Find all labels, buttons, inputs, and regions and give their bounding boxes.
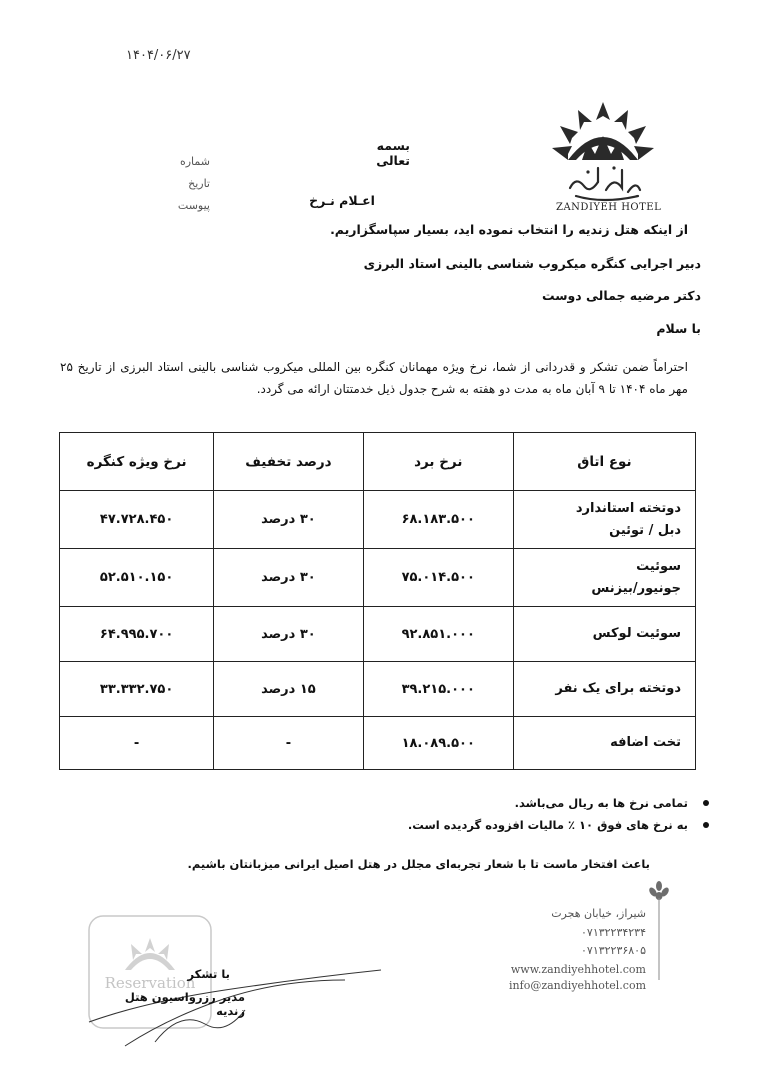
room-type-line: سوئیت <box>636 558 681 574</box>
header-rack-rate: نرخ برد <box>363 433 513 491</box>
special-rate-cell: - <box>60 717 214 770</box>
bullet-icon <box>703 822 709 828</box>
room-type-cell <box>513 491 695 549</box>
contact-website-link[interactable]: www.zandiyehhotel.com <box>510 963 646 976</box>
room-type-cell <box>513 662 695 717</box>
rack-rate-cell: ۶۸.۱۸۳.۵۰۰ <box>363 491 513 549</box>
special-rate-cell: ۵۲.۵۱۰.۱۵۰ <box>60 549 214 607</box>
discount-cell: ۳۰ درصد <box>214 491 363 549</box>
special-rate-cell: ۴۷.۷۲۸.۴۵۰ <box>60 491 214 549</box>
contact-phone-2: ۰۷۱۳۲۲۳۶۸۰۵ <box>581 944 646 957</box>
rack-rate-cell: ۱۸.۰۸۹.۵۰۰ <box>363 717 513 770</box>
closing-line: باعث افتخار ماست تا با شعار تجربه‌ای مجلل در هتل اصیل ایرانی میزبانتان باشیم. <box>187 857 650 871</box>
table-header-row <box>60 433 696 491</box>
table-row <box>60 491 696 549</box>
table-row <box>60 549 696 607</box>
discount-cell: - <box>214 717 363 770</box>
room-type-line: دوتخته استاندارد <box>575 500 681 516</box>
hotel-logo <box>548 96 658 216</box>
rack-rate-cell: ۳۹.۲۱۵.۰۰۰ <box>363 662 513 717</box>
room-type-line: دوتخته برای یک نفر <box>555 681 681 696</box>
signature-title: مدیر رزرواسیون هتل زندیه <box>124 990 245 1018</box>
stamp-text: Reservation <box>104 974 196 992</box>
greeting: با سلام <box>656 321 701 336</box>
note-text: به نرخ های فوق ۱۰ ٪ مالیات افزوده گردیده است. <box>407 818 688 832</box>
discount-cell: ۳۰ درصد <box>214 549 363 607</box>
contact-address: شیراز، خیابان هجرت <box>551 907 646 920</box>
header-discount: درصد تخفیف <box>214 433 363 491</box>
body-paragraph: احتراماً ضمن تشکر و قدردانی از شما، نرخ ویژه مهمانان کنگره بین المللی میکروب شناسی بالینی استاد البرزی از تاریخ ۲۵ مهر ماه ۱۴۰۴ تا ۹ آبان ماه به مدت دو هفته به شرح جدول ذیل خدمتتان ارائه می گردد. <box>60 360 688 396</box>
signature-thanks: با تشکر <box>187 967 230 981</box>
header-room-type: نوع اتاق <box>513 433 695 491</box>
table-row <box>60 717 696 770</box>
contact-phone-1: ۰۷۱۳۲۲۳۴۲۳۴ <box>581 926 646 939</box>
bullet-icon <box>703 800 709 806</box>
room-type-cell <box>513 549 695 607</box>
room-type-line: جونیور/بیزنس <box>591 580 681 596</box>
rates-table <box>59 432 696 770</box>
meta-number-label: شماره <box>179 155 210 168</box>
note-text: تمامی نرخ ها به ریال می‌باشد. <box>514 796 688 810</box>
room-type-cell <box>513 607 695 662</box>
rack-rate-cell: ۹۲.۸۵۱.۰۰۰ <box>363 607 513 662</box>
list-item <box>188 818 688 840</box>
meta-attachment-label: پیوست <box>177 199 210 212</box>
notes-list <box>188 796 688 840</box>
letter-date: ۱۴۰۴/۰۶/۲۷ <box>126 48 191 63</box>
letter-subject: اعـلام نـرخ <box>309 193 375 208</box>
bismillah: بسمه تعالی <box>376 138 410 168</box>
room-type-cell <box>513 717 695 770</box>
thanks-line: از اینکه هتل زندیه را انتخاب نموده اید، بسیار سپاسگزاریم. <box>330 222 688 237</box>
room-type-line: دبل / توئین <box>609 522 681 538</box>
flower-ornament-icon <box>648 880 670 980</box>
meta-date-label: تاریخ <box>188 177 210 190</box>
logo-caption: ZANDIYEH HOTEL <box>556 202 662 213</box>
special-rate-cell: ۶۴.۹۹۵.۷۰۰ <box>60 607 214 662</box>
recipient-title: دبیر اجرایی کنگره میکروب شناسی بالینی استاد البرزی <box>363 256 701 271</box>
contact-email-link[interactable]: info@zandiyehhotel.com <box>509 979 646 992</box>
room-type-line: تخت اضافه <box>610 735 681 750</box>
discount-cell: ۳۰ درصد <box>214 607 363 662</box>
room-type-line: سوئیت لوکس <box>592 626 681 641</box>
recipient-name: دکتر مرضیه جمالی دوست <box>541 288 701 303</box>
special-rate-cell: ۳۳.۳۳۲.۷۵۰ <box>60 662 214 717</box>
header-special-rate: نرخ ویژه کنگره <box>60 433 214 491</box>
list-item <box>188 796 688 818</box>
rack-rate-cell: ۷۵.۰۱۴.۵۰۰ <box>363 549 513 607</box>
discount-cell: ۱۵ درصد <box>214 662 363 717</box>
table-row <box>60 662 696 717</box>
table-row <box>60 607 696 662</box>
